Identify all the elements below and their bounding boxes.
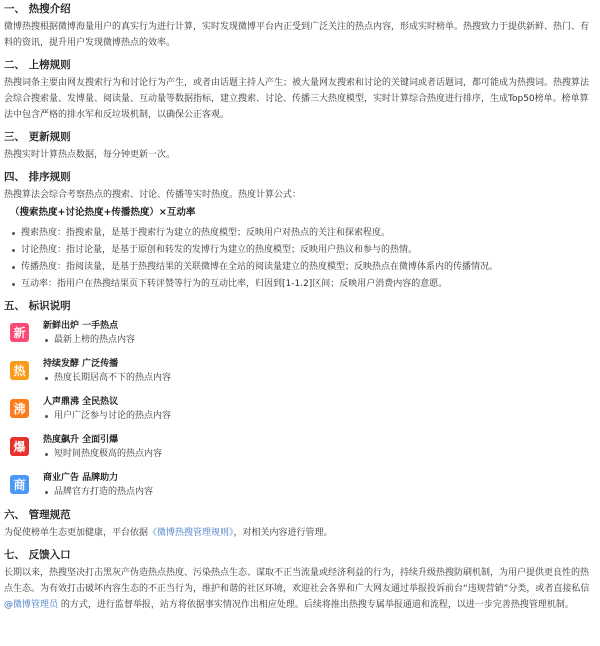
badge-title: 人声鼎沸 全民热议 — [43, 397, 119, 407]
list-item: 互动率：指用户在热搜结果页下转评赞等行为的互动比率，归因到[1-1.2]区间；反映用户消费内容的意愿。 — [12, 276, 594, 292]
badge-description: 品牌官方打造的热点内容 — [45, 485, 153, 499]
badge-title: 热度飙升 全面引爆 — [43, 435, 119, 445]
listing-rules-paragraph: 热搜词条主要由网友搜索行为和讨论行为产生，或者由话题主持人产生；被大量网友搜索和讨论的关键词或者话题词，都可能成为热搜词。热搜算法会综合搜索量、发博量、阅读量、互动量等数据指标，建立搜索、讨论、传播三大热度模型，实时计算综合热度进行排序，生成Top50榜单。榜单算法中包含严格的排水军和反垃圾机制，以确保公正客观。 — [4, 78, 590, 120]
feedback-text-pre: 长期以来，热搜坚决打击黑灰产伪造热点热度、污染热点生态、谋取不正当流量或经济利益的行为，持续升级热搜防刷机制，为用户提供更良性的热点生态。为有效打击破坏内容生态的不正当行为，维护和谐的社区环境，欢迎社会各界和广大网友通过举报投诉前台“违规营销”分类，或者直接私信 — [4, 568, 590, 594]
ranking-rules-intro: 热搜算法会综合考察热点的搜索、讨论、传播等实时热度。热度计算公式： — [4, 190, 302, 200]
management-paragraph — [4, 525, 594, 541]
explosive-badge-icon: 爆 — [10, 437, 29, 456]
section-feedback — [4, 549, 594, 613]
section-ranking-rules — [4, 171, 594, 292]
badge-description: 最新上榜的热点内容 — [45, 333, 135, 347]
badge-item-new — [10, 317, 594, 349]
weibo-admin-link[interactable]: @微博管理员 — [4, 600, 59, 610]
update-rules-paragraph: 热搜实时计算热点数据，每分钟更新一次。 — [4, 150, 176, 160]
badge-title: 新鲜出炉 一手热点 — [43, 321, 119, 331]
badge-legend-list — [10, 317, 594, 501]
boiling-badge-icon: 沸 — [10, 399, 29, 418]
badge-description: 短时间热度极高的热点内容 — [45, 447, 162, 461]
section-title-ranking-rules: 四、 排序规则 — [4, 171, 71, 183]
section-title-intro: 一、 热搜介绍 — [4, 3, 71, 15]
section-title-listing-rules: 二、 上榜规则 — [4, 59, 71, 71]
intro-paragraph: 微博热搜根据微博海量用户的真实行为进行计算，实时发现微博平台内正受到广泛关注的热点内容，形成实时榜单。热搜致力于提供新鲜、热门、有料的资讯，提升用户发现微博热点的效率。 — [4, 22, 590, 48]
badge-title: 商业广告 品牌助力 — [43, 473, 119, 483]
heat-formula: （搜索热度+讨论热度+传播热度）×互动率 — [10, 207, 196, 218]
feedback-text-post: 的方式，进行监督举报，站方将依据事实情况作出相应处理。后续将推出热搜专属举报通道和流程，以进一步完善热搜管理机制。 — [58, 600, 574, 610]
list-item: 讨论热度：指讨论量，是基于原创和转发的发博行为建立的热度模型；反映用户热议和参与的热情。 — [12, 242, 594, 258]
new-badge-icon: 新 — [10, 323, 29, 342]
section-badge-legend — [4, 300, 594, 501]
feedback-paragraph — [4, 565, 594, 613]
badge-item-hot — [10, 355, 594, 387]
badge-description: 用户广泛参与讨论的热点内容 — [45, 409, 171, 423]
badge-item-commercial — [10, 469, 594, 501]
section-listing-rules — [4, 59, 594, 123]
section-update-rules — [4, 131, 594, 163]
list-item: 搜索热度：指搜索量，是基于搜索行为建立的热度模型；反映用户对热点的关注和探索程度。 — [12, 225, 594, 241]
section-title-badge-legend: 五、 标识说明 — [4, 300, 71, 312]
badge-item-boiling — [10, 393, 594, 425]
management-text-pre: 为促使榜单生态更加健康，平台依据 — [4, 528, 149, 538]
ranking-factor-list — [4, 225, 594, 292]
hot-search-rules-link[interactable]: 《微博热搜管理规则》 — [148, 528, 234, 538]
section-intro — [4, 3, 594, 51]
badge-description: 热度长期居高不下的热点内容 — [45, 371, 171, 385]
list-item: 传播热度：指阅读量，是基于热搜结果的关联微博在全站的阅读量建立的热度模型；反映热点在微博体系内的传播情况。 — [12, 259, 594, 275]
section-management — [4, 509, 594, 541]
badge-item-explosive — [10, 431, 594, 463]
badge-title: 持续发酵 广泛传播 — [43, 359, 119, 369]
section-title-management: 六、 管理规范 — [4, 509, 71, 521]
section-title-feedback: 七、 反馈入口 — [4, 549, 71, 561]
section-title-update-rules: 三、 更新规则 — [4, 131, 71, 143]
management-text-post: ，对相关内容进行管理。 — [233, 528, 333, 538]
hot-badge-icon: 热 — [10, 361, 29, 380]
commercial-badge-icon: 商 — [10, 475, 29, 494]
